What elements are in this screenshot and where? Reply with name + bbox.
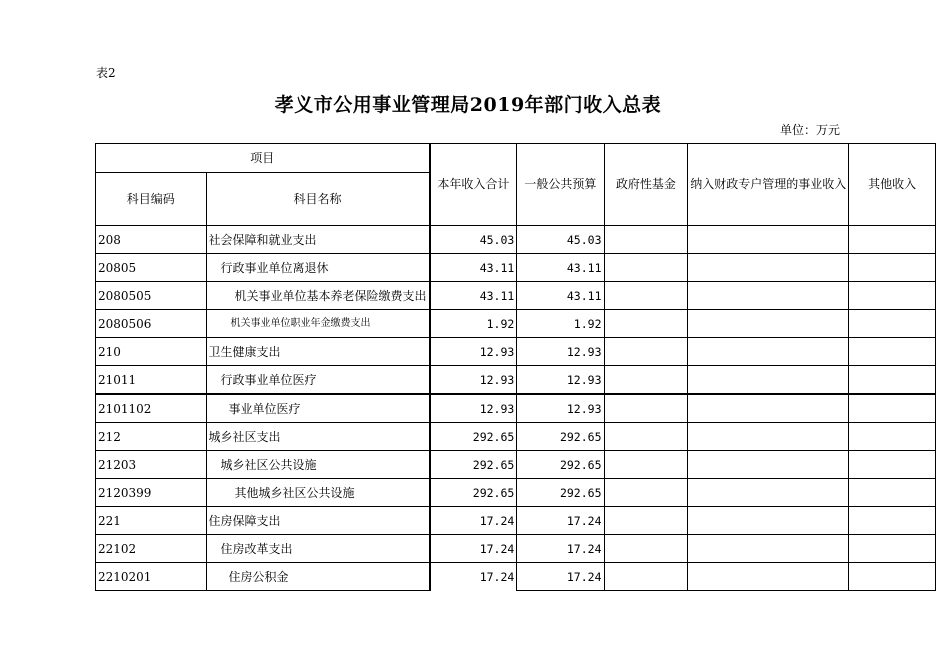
- row-general: 292.65: [517, 451, 604, 479]
- row-code: 21011: [96, 366, 207, 395]
- row-name: 住房保障支出: [206, 507, 430, 535]
- header-special: 纳入财政专户管理的事业收入: [688, 144, 849, 226]
- row-code: 221: [96, 507, 207, 535]
- row-general: 17.24: [517, 507, 604, 535]
- row-name: 其他城乡社区公共设施: [206, 479, 430, 507]
- row-code: 208: [96, 226, 207, 254]
- header-general: 一般公共预算: [517, 144, 604, 226]
- table-row: [96, 507, 936, 535]
- table-row: [96, 338, 936, 366]
- table-row: [96, 394, 936, 423]
- table-row: [96, 423, 936, 451]
- row-total: 17.24: [430, 507, 517, 535]
- row-name: 住房公积金: [206, 563, 430, 591]
- row-total: 17.24: [430, 535, 517, 563]
- table-row: [96, 479, 936, 507]
- row-total: 1.92: [430, 310, 517, 338]
- row-code: 2210201: [96, 563, 207, 591]
- row-code: 210: [96, 338, 207, 366]
- row-total: 17.24: [430, 563, 517, 591]
- row-code: 2120399: [96, 479, 207, 507]
- page-title: 孝义市公用事业管理局2019年部门收入总表: [274, 94, 662, 116]
- header-fund: 政府性基金: [604, 144, 688, 226]
- row-general: 292.65: [517, 479, 604, 507]
- header-name: 科目名称: [206, 173, 430, 226]
- row-total: 292.65: [430, 423, 517, 451]
- row-code: 20805: [96, 254, 207, 282]
- row-code: 22102: [96, 535, 207, 563]
- header-code: 科目编码: [96, 173, 207, 226]
- table-row: [96, 451, 936, 479]
- row-general: 43.11: [517, 254, 604, 282]
- row-total: 43.11: [430, 282, 517, 310]
- row-total: 292.65: [430, 479, 517, 507]
- row-general: 12.93: [517, 394, 604, 423]
- table-row: [96, 563, 936, 591]
- row-name: 城乡社区支出: [206, 423, 430, 451]
- row-code: 2101102: [96, 394, 207, 423]
- row-name: 住房改革支出: [206, 535, 430, 563]
- table-row: [96, 310, 936, 338]
- row-general: 43.11: [517, 282, 604, 310]
- row-name: 事业单位医疗: [206, 394, 430, 423]
- row-total: 45.03: [430, 226, 517, 254]
- table-row: [96, 226, 936, 254]
- row-total: 12.93: [430, 338, 517, 366]
- row-code: 2080506: [96, 310, 207, 338]
- row-name: 城乡社区公共设施: [206, 451, 430, 479]
- row-total: 43.11: [430, 254, 517, 282]
- header-project: 项目: [96, 144, 430, 173]
- row-general: 1.92: [517, 310, 604, 338]
- row-total: 12.93: [430, 394, 517, 423]
- table-row: [96, 254, 936, 282]
- table-row: [96, 535, 936, 563]
- header-other: 其他收入: [849, 144, 936, 226]
- row-general: 17.24: [517, 563, 604, 591]
- table-label: 表2: [96, 66, 116, 80]
- row-code: 2080505: [96, 282, 207, 310]
- income-table: [95, 143, 936, 591]
- row-name: 机关事业单位职业年金缴费支出: [206, 310, 430, 338]
- row-name: 行政事业单位离退休: [206, 254, 430, 282]
- row-name: 机关事业单位基本养老保险缴费支出: [206, 282, 430, 310]
- row-general: 45.03: [517, 226, 604, 254]
- header-total: 本年收入合计: [430, 144, 517, 226]
- row-general: 12.93: [517, 338, 604, 366]
- row-code: 212: [96, 423, 207, 451]
- row-general: 12.93: [517, 366, 604, 395]
- table-row: [96, 366, 936, 395]
- row-name: 社会保障和就业支出: [206, 226, 430, 254]
- table-row: [96, 282, 936, 310]
- row-name: 行政事业单位医疗: [206, 366, 430, 395]
- row-name: 卫生健康支出: [206, 338, 430, 366]
- row-general: 17.24: [517, 535, 604, 563]
- row-total: 12.93: [430, 366, 517, 395]
- row-total: 292.65: [430, 451, 517, 479]
- row-code: 21203: [96, 451, 207, 479]
- row-general: 292.65: [517, 423, 604, 451]
- unit-label: 单位：万元: [779, 123, 840, 137]
